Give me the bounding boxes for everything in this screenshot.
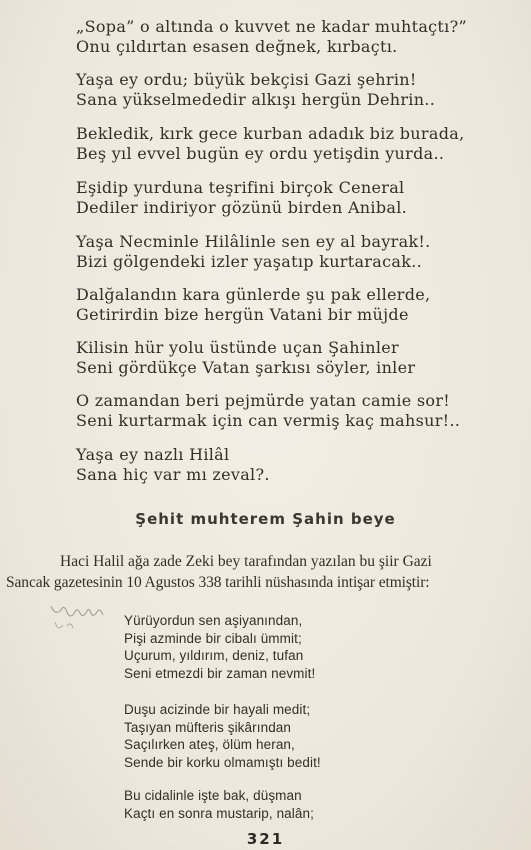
poem-stanza [76, 391, 460, 431]
poem-stanza [124, 701, 321, 771]
poem-line: Dediler indiriyor gözünü birden Anibal. [76, 198, 408, 217]
poem-stanza [76, 17, 467, 57]
poem-line: „Sopa” o altında o kuvvet ne kadar muhtaçtı?” [76, 17, 467, 36]
poem-line: Yaşa Necminle Hilâlinle sen ey al bayrak!. [76, 232, 431, 251]
poem-line: Seni etmezdi bir zaman nevmit! [124, 665, 316, 681]
intro-line: Sancak gazetesinin 10 Agustos 338 tarihli nüshasında intişar etmiştir: [6, 574, 430, 591]
poem-line: Getirirdin bize hergün Vatani bir müjde [76, 305, 409, 324]
poem-line: Bizi gölgendeki izler yaşatıp kurtaracak.. [76, 252, 422, 271]
poem-stanza [76, 178, 407, 218]
poem-line: Beş yıl evvel bugün ey ordu yetişdin yurda.. [76, 144, 445, 163]
poem-stanza [76, 124, 464, 164]
poem-line: Kaçtı en sonra mustarip, nalân; [124, 805, 314, 821]
poem-line: Sende bir korku olmamıştı bedit! [124, 754, 321, 770]
poem-line: Duşu acizinde bir hayali medit; [124, 702, 311, 717]
poem-stanza [76, 70, 435, 110]
poem-line: Yaşa ey ordu; büyük bekçisi Gazi şehrin! [76, 70, 417, 89]
poem-stanza [124, 787, 314, 822]
section-heading: Şehit muhterem Şahin beye [135, 510, 396, 528]
poem-stanza [76, 445, 270, 485]
poem-line: Kilisin hür yolu üstünde uçan Şahinler [76, 338, 399, 357]
poem-stanza [76, 285, 430, 325]
page-number: 321 [246, 830, 285, 848]
pencil-annotation [47, 600, 109, 640]
poem-line: Bu cidalinle işte bak, düşman [124, 788, 302, 803]
poem-stanza [76, 232, 431, 272]
poem-line: Saçılırken ateş, ölüm heran, [124, 737, 295, 752]
poem-line: Sana yükselmededir alkışı hergün Dehrin.. [76, 90, 436, 109]
poem-line: Seni kurtarmak için can vermiş kaç mahsur!.. [76, 411, 461, 430]
poem-stanza [76, 338, 415, 378]
poem-line: Taşıyan müfteris şikârından [124, 719, 292, 735]
poem-line: O zamandan beri pejmürde yatan camie sor! [76, 391, 451, 410]
poem-line: Yürüyordun sen aşiyanından, [124, 613, 303, 628]
poem-line: Pişi azminde bir cibalı ümmit; [124, 630, 302, 646]
poem-line: Seni gördükçe Vatan şarkısı söyler, inler [76, 358, 416, 377]
poem-line: Dalğalandın kara günlerde şu pak ellerde, [76, 285, 431, 304]
poem-line: Bekledik, kırk gece kurban adadık biz burada, [76, 124, 465, 143]
poem-line: Onu çıldırtan esasen değnek, kırbaçtı. [76, 37, 398, 56]
poem-stanza [124, 612, 315, 682]
poem-line: Uçurum, yıldırım, deniz, tufan [124, 648, 304, 663]
poem-line: Eşidip yurduna teşrifini birçok Ceneral [76, 178, 405, 197]
poem-line: Sana hiç var mı zeval?. [76, 465, 270, 484]
intro-line: Haci Halil ağa zade Zeki bey tarafından yazılan bu şiir Gazi [60, 553, 432, 570]
poem-line: Yaşa ey nazlı Hilâl [76, 445, 230, 464]
